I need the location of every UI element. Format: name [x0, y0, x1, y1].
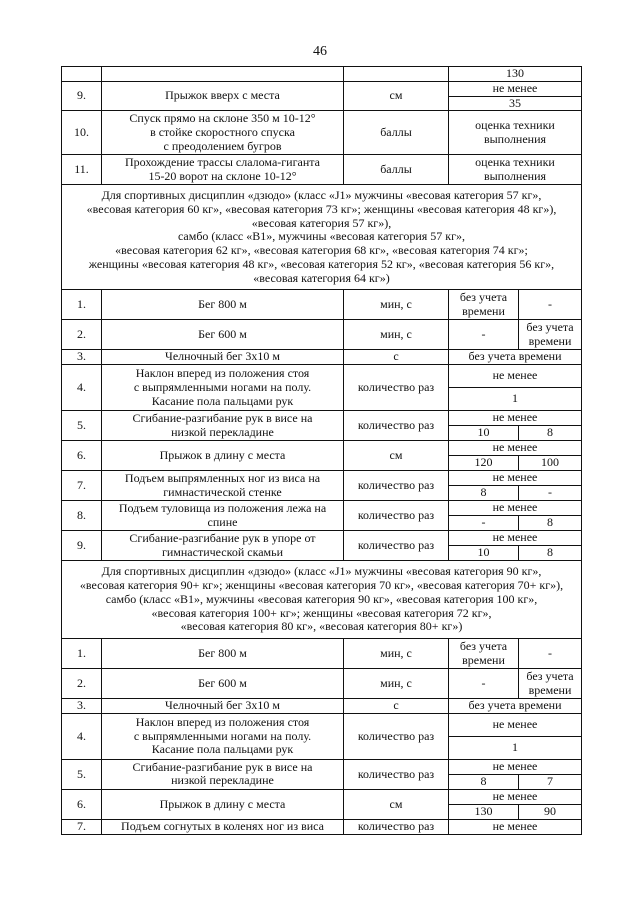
- standard-value-a: -: [449, 669, 519, 699]
- standard-value: 130: [449, 67, 582, 82]
- min-note: не менее: [449, 441, 582, 456]
- table-row: [62, 819, 582, 834]
- standard-value-b: без учета времени: [519, 320, 582, 350]
- exercise-name: Спуск прямо на склоне 350 м 10-12° в стойке скоростного спуска с преодолением бугров: [102, 111, 344, 155]
- row-number: 9.: [62, 531, 102, 561]
- min-note: не менее: [449, 531, 582, 546]
- standard-value: 1: [449, 736, 582, 759]
- row-number: 11.: [62, 155, 102, 185]
- unit-cell: см: [344, 789, 449, 819]
- row-number: 4.: [62, 365, 102, 411]
- unit-cell: см: [344, 81, 449, 111]
- exercise-name: Челночный бег 3х10 м: [102, 350, 344, 365]
- unit-cell: [344, 67, 449, 82]
- standard-value-b: 8: [519, 426, 582, 441]
- unit-cell: баллы: [344, 155, 449, 185]
- min-note: не менее: [449, 789, 582, 804]
- row-number: 1.: [62, 639, 102, 669]
- unit-cell: количество раз: [344, 819, 449, 834]
- exercise-name: Сгибание-разгибание рук в висе на низкой перекладине: [102, 411, 344, 441]
- unit-cell: мин, с: [344, 290, 449, 320]
- table-row: [62, 290, 582, 320]
- unit-cell: количество раз: [344, 365, 449, 411]
- row-number: 1.: [62, 290, 102, 320]
- standard-value-b: 7: [519, 774, 582, 789]
- row-number: 7.: [62, 471, 102, 501]
- exercise-name: Прыжок вверх с места: [102, 81, 344, 111]
- table-row: [62, 320, 582, 350]
- exercise-name: Бег 800 м: [102, 639, 344, 669]
- standard-value-a: 120: [449, 456, 519, 471]
- table-row: [62, 81, 582, 96]
- unit-cell: количество раз: [344, 531, 449, 561]
- unit-cell: количество раз: [344, 471, 449, 501]
- unit-cell: см: [344, 441, 449, 471]
- exercise-name: Сгибание-разгибание рук в упоре от гимнастической скамьи: [102, 531, 344, 561]
- unit-cell: мин, с: [344, 639, 449, 669]
- standard-value-b: 8: [519, 516, 582, 531]
- table-row: [62, 789, 582, 804]
- unit-cell: количество раз: [344, 713, 449, 759]
- row-number: 4.: [62, 713, 102, 759]
- table-row: [62, 441, 582, 456]
- standard-value-b: без учета времени: [519, 669, 582, 699]
- continuation-row: [62, 67, 582, 82]
- row-number: 8.: [62, 501, 102, 531]
- group-header-text: Для спортивных дисциплин «дзюдо» (класс «J1» мужчины «весовая категория 57 кг», «весовая категория 60 кг», «весовая категория 73 кг»; женщины «весовая категория 48 кг»), «весовая категория 57 кг»), самбо (класс «В1», мужчины «весовая категория 57 кг», «весовая категория 62 кг», «весовая категория 68 кг», «весовая категория 74 кг»; женщины «весовая категория 48 кг», «весовая категория 52 кг», «весовая категория 56 кг», «весовая категория 64 кг»): [62, 185, 582, 290]
- standard-value-a: 130: [449, 804, 519, 819]
- standard-value-b: 8: [519, 546, 582, 561]
- standard-value: 1: [449, 388, 582, 411]
- min-note: не менее: [449, 713, 582, 736]
- standard-value-a: 8: [449, 486, 519, 501]
- table-row: [62, 155, 582, 185]
- exercise-name: [102, 67, 344, 82]
- standard-value-b: 90: [519, 804, 582, 819]
- standard-value-b: -: [519, 639, 582, 669]
- min-note: не менее: [449, 501, 582, 516]
- exercise-name: Прохождение трассы слалома-гиганта 15-20 ворот на склоне 10-12°: [102, 155, 344, 185]
- row-number: 5.: [62, 411, 102, 441]
- min-note: не менее: [449, 759, 582, 774]
- unit-cell: количество раз: [344, 411, 449, 441]
- table-row: [62, 531, 582, 546]
- row-number: 7.: [62, 819, 102, 834]
- standard-value-a: без учета времени: [449, 290, 519, 320]
- row-number: [62, 67, 102, 82]
- row-number: 6.: [62, 441, 102, 471]
- standard-value-b: -: [519, 290, 582, 320]
- unit-cell: количество раз: [344, 501, 449, 531]
- group-header-row: [62, 185, 582, 290]
- min-note: не менее: [449, 471, 582, 486]
- table-row: [62, 350, 582, 365]
- table-row: [62, 471, 582, 486]
- exercise-name: Подъем туловища из положения лежа на спине: [102, 501, 344, 531]
- unit-cell: с: [344, 350, 449, 365]
- table-row: [62, 699, 582, 714]
- table-row: [62, 713, 582, 736]
- unit-cell: мин, с: [344, 320, 449, 350]
- table-row: [62, 639, 582, 669]
- unit-cell: количество раз: [344, 759, 449, 789]
- table-row: [62, 111, 582, 155]
- row-number: 2.: [62, 669, 102, 699]
- row-number: 3.: [62, 699, 102, 714]
- table-row: [62, 759, 582, 774]
- exercise-name: Подъем согнутых в коленях ног из виса: [102, 819, 344, 834]
- row-number: 3.: [62, 350, 102, 365]
- row-number: 5.: [62, 759, 102, 789]
- row-number: 9.: [62, 81, 102, 111]
- exercise-name: Прыжок в длину с места: [102, 441, 344, 471]
- standard-value-b: -: [519, 486, 582, 501]
- exercise-name: Наклон вперед из положения стоя с выпрямленными ногами на полу. Касание пола пальцами рук: [102, 365, 344, 411]
- row-number: 6.: [62, 789, 102, 819]
- unit-cell: баллы: [344, 111, 449, 155]
- exercise-name: Наклон вперед из положения стоя с выпрямленными ногами на полу. Касание пола пальцами рук: [102, 713, 344, 759]
- row-number: 10.: [62, 111, 102, 155]
- table-row: [62, 669, 582, 699]
- group-header-row: [62, 561, 582, 639]
- table-row: [62, 501, 582, 516]
- table-row: [62, 365, 582, 388]
- min-note: не менее: [449, 365, 582, 388]
- standard-value-a: -: [449, 320, 519, 350]
- min-note: не менее: [449, 411, 582, 426]
- exercise-name: Челночный бег 3х10 м: [102, 699, 344, 714]
- row-number: 2.: [62, 320, 102, 350]
- unit-cell: с: [344, 699, 449, 714]
- standards-table: [61, 66, 582, 835]
- exercise-name: Бег 600 м: [102, 669, 344, 699]
- standard-value: не менее: [449, 819, 582, 834]
- exercise-name: Прыжок в длину с места: [102, 789, 344, 819]
- table-row: [62, 411, 582, 426]
- exercise-name: Сгибание-разгибание рук в висе на низкой перекладине: [102, 759, 344, 789]
- exercise-name: Бег 600 м: [102, 320, 344, 350]
- standard-value: без учета времени: [449, 350, 582, 365]
- min-note: не менее: [449, 81, 582, 96]
- standard-value-a: 10: [449, 546, 519, 561]
- exercise-name: Подъем выпрямленных ног из виса на гимнастической стенке: [102, 471, 344, 501]
- page-number: 46: [313, 44, 327, 59]
- standard-value: оценка техники выполнения: [449, 155, 582, 185]
- standard-value: 35: [449, 96, 582, 111]
- standard-value: оценка техники выполнения: [449, 111, 582, 155]
- standard-value-a: без учета времени: [449, 639, 519, 669]
- standard-value: без учета времени: [449, 699, 582, 714]
- exercise-name: Бег 800 м: [102, 290, 344, 320]
- standard-value-b: 100: [519, 456, 582, 471]
- unit-cell: мин, с: [344, 669, 449, 699]
- standard-value-a: -: [449, 516, 519, 531]
- standard-value-a: 10: [449, 426, 519, 441]
- standard-value-a: 8: [449, 774, 519, 789]
- group-header-text: Для спортивных дисциплин «дзюдо» (класс «J1» мужчины «весовая категория 90 кг», «весовая категория 90+ кг»; женщины «весовая категория 70 кг», «весовая категория 70+ кг»), самбо (класс «В1», мужчины «весовая категория 90 кг», «весовая категория 100 кг», «весовая категория 100+ кг»; женщины «весовая категория 72 кг», «весовая категория 80 кг», «весовая категория 80+ кг»): [62, 561, 582, 639]
